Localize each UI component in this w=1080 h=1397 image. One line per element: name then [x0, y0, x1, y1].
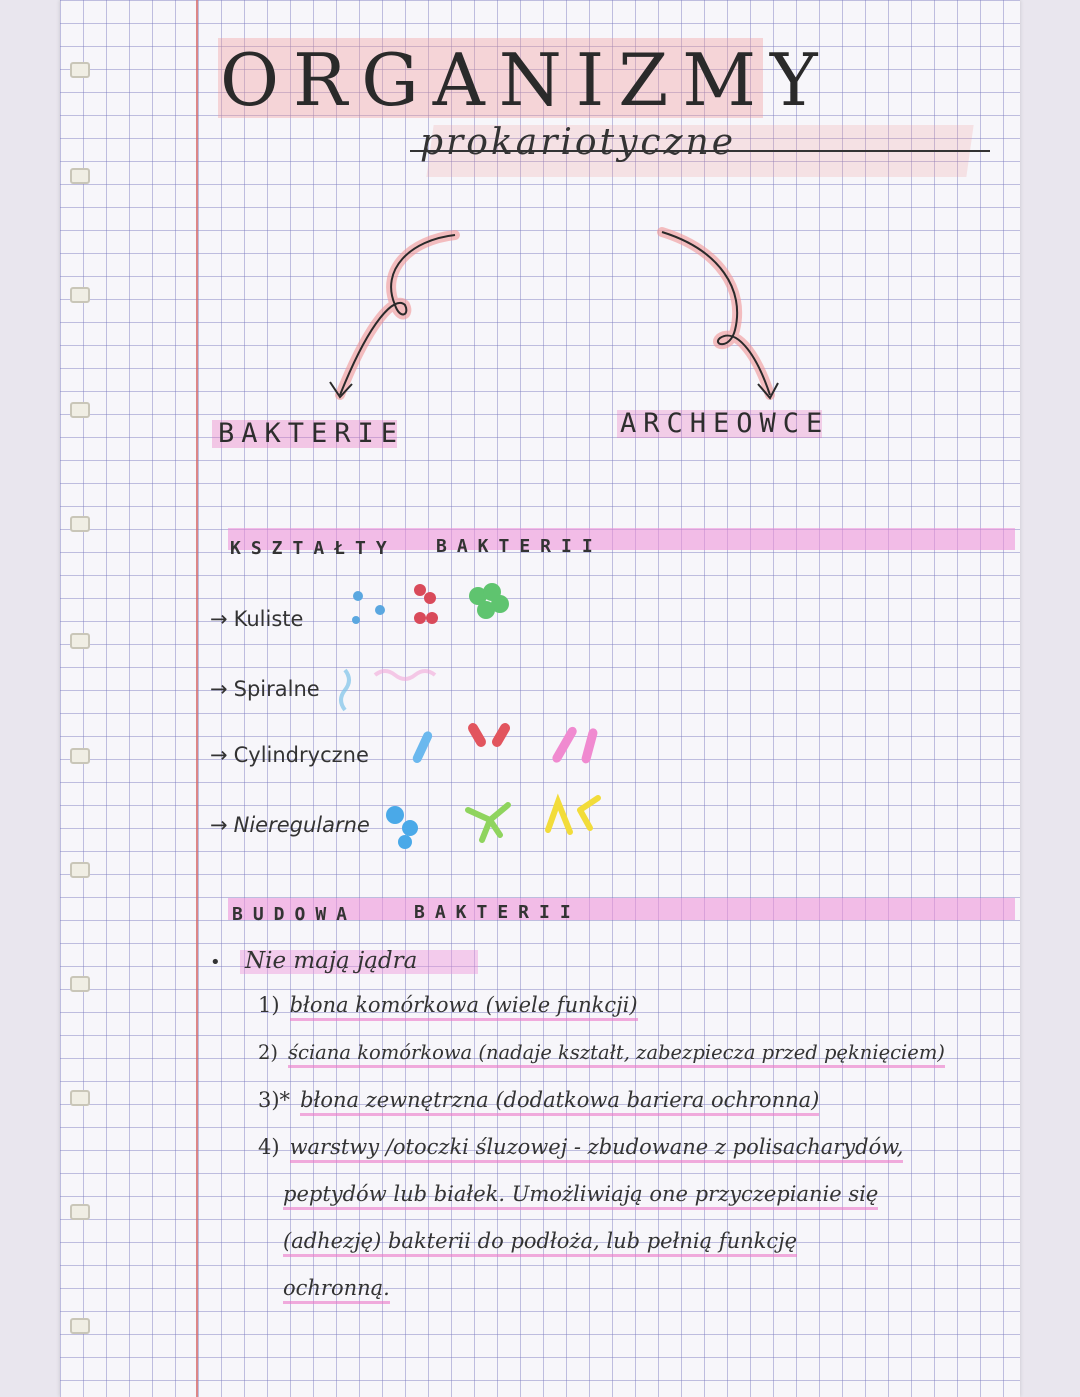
arrow-icon: → — [210, 813, 228, 837]
point-text: ściana komórkowa (nadaje kształt, zabezpiecza przed pęknięciem) — [288, 1041, 945, 1068]
binder-ring — [70, 1204, 90, 1220]
binder-ring — [70, 1090, 90, 1106]
spiral-pink-icon — [375, 671, 435, 679]
bacteria-drawings — [0, 570, 1080, 860]
page-subtitle: prokariotyczne — [420, 122, 737, 163]
shape-label: Nieregularne — [233, 813, 370, 837]
shape-label: Cylindryczne — [233, 743, 369, 767]
shape-label: Kuliste — [233, 607, 304, 631]
point-number: 1) — [258, 993, 280, 1017]
structure-heading-1: BUDOWA — [232, 904, 358, 925]
structure-point-4 — [258, 1135, 903, 1159]
shape-label: Spiralne — [233, 677, 320, 701]
structure-heading-2: BAKTERII — [414, 902, 581, 923]
arrow-icon: → — [210, 607, 228, 631]
structure-point-4-line-4 — [283, 1276, 390, 1300]
bullet-text: Nie mają jądra — [245, 948, 418, 974]
irregular-green-icon — [468, 805, 508, 840]
shapes-heading-1: KSZTAŁTY — [230, 538, 397, 559]
binder-ring — [70, 516, 90, 532]
spiral-blue-icon — [341, 670, 349, 710]
point-text: warstwy /otoczki śluzowej - zbudowane z polisacharydów, — [290, 1135, 904, 1163]
bacillus-pink-icon — [581, 727, 599, 764]
structure-point-1 — [258, 993, 638, 1017]
point-text: błona zewnętrzna (dodatkowa bariera ochronna) — [300, 1088, 819, 1116]
structure-point-4-line-3 — [283, 1229, 797, 1253]
point-text: błona komórkowa (wiele funkcji) — [290, 993, 638, 1021]
bacillus-blue-icon — [411, 730, 434, 765]
bacillus-red-icon — [490, 721, 512, 749]
coccus-green-icon — [469, 583, 509, 619]
right-arrow-highlight — [662, 232, 770, 395]
bacillus-pink-icon — [551, 725, 579, 764]
shapes-heading-2: BAKTERII — [436, 536, 603, 557]
structure-point-4-line-2 — [283, 1182, 878, 1206]
point-number: 3)* — [258, 1088, 291, 1112]
point-text: ochronną. — [283, 1276, 390, 1304]
point-number: 2) — [258, 1041, 279, 1064]
coccus-red-icon — [414, 584, 438, 624]
branch-arrows — [0, 0, 1080, 470]
arrow-icon: → — [210, 677, 228, 701]
irregular-blue-icon — [386, 806, 418, 849]
binder-ring — [70, 862, 90, 878]
arrow-icon: → — [210, 743, 228, 767]
branch-bakterie: BAKTERIE — [218, 418, 405, 449]
left-arrow-highlight — [340, 235, 455, 395]
structure-point-2 — [258, 1041, 945, 1064]
binder-ring — [70, 1318, 90, 1334]
structure-point-3 — [258, 1088, 819, 1112]
bullet-dot: • — [210, 952, 221, 973]
branch-archeowce: ARCHEOWCE — [620, 408, 830, 439]
bacillus-red-icon — [466, 721, 488, 749]
page-title: ORGANIZMY — [220, 38, 832, 122]
point-text: peptydów lub białek. Umożliwiają one przyczepianie się — [283, 1182, 878, 1210]
point-number: 4) — [258, 1135, 280, 1159]
coccus-blue-icon — [352, 591, 385, 624]
binder-ring — [70, 976, 90, 992]
point-text: (adhezję) bakterii do podłoża, lub pełnią funkcję — [283, 1229, 797, 1257]
irregular-yellow-icon — [548, 798, 598, 832]
